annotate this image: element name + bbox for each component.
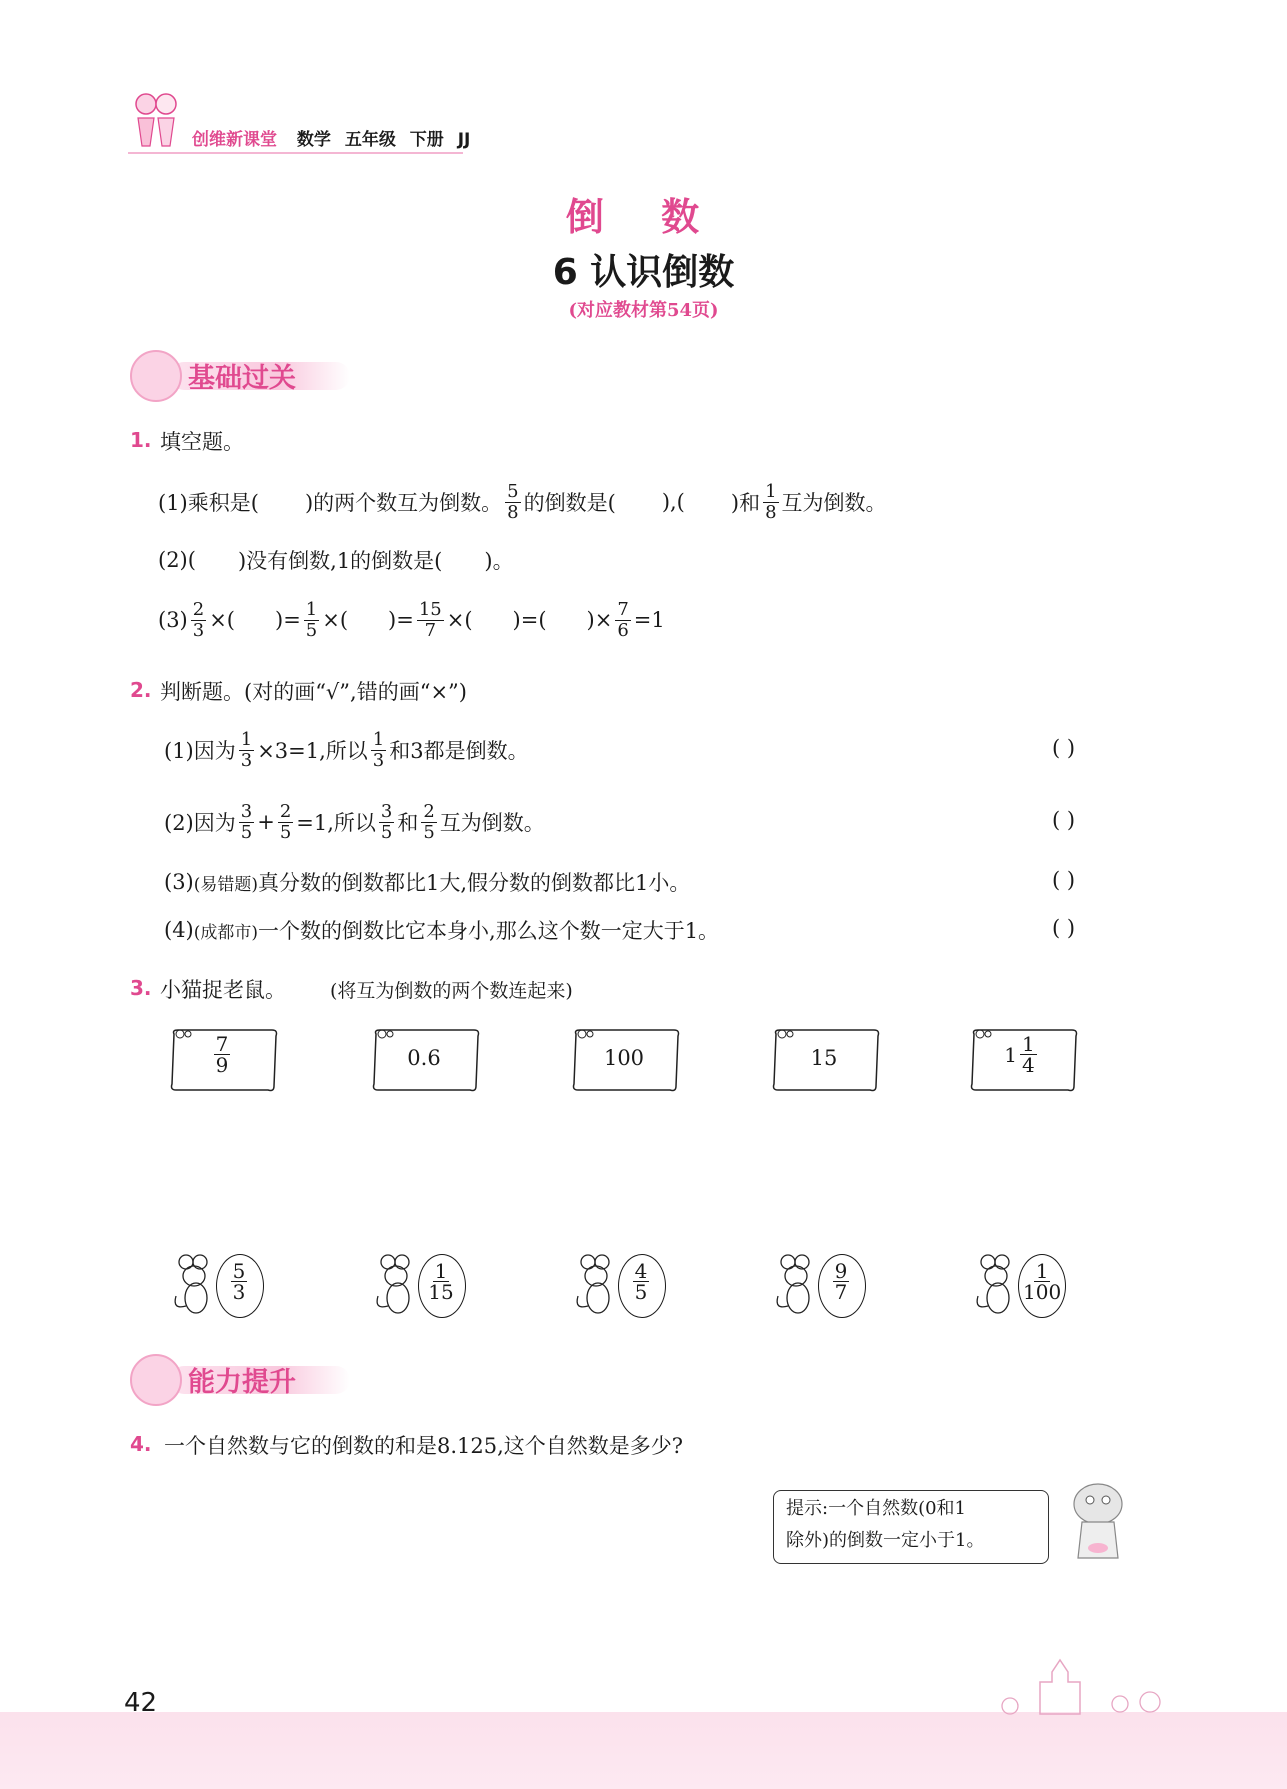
numerator: 3 xyxy=(240,800,253,822)
cat-value-fraction xyxy=(168,1034,276,1075)
fraction-1-3 xyxy=(371,730,386,771)
answer-paren-3[interactable]: ( ) xyxy=(1052,868,1076,892)
numerator: 2 xyxy=(279,800,292,822)
cat-value: 0.6 xyxy=(407,1046,441,1070)
q1-number: 1. xyxy=(130,428,152,452)
fraction-1-3 xyxy=(239,730,254,771)
fraction-1-8 xyxy=(763,482,778,523)
denominator: 7 xyxy=(834,1280,848,1304)
denominator: 15 xyxy=(428,1280,454,1304)
denominator: 5 xyxy=(305,619,318,641)
fraction-15-7 xyxy=(417,600,444,641)
q1-part2 xyxy=(158,544,514,576)
q2-item4 xyxy=(164,914,719,946)
cat-card[interactable] xyxy=(968,1026,1076,1090)
mouse-value xyxy=(818,1261,864,1302)
q1-p2-b: )没有倒数,1的倒数是( xyxy=(237,549,443,573)
q3-note: (将互为倒数的两个数连起来) xyxy=(330,980,573,1002)
q3-title: 小猫捉老鼠。 xyxy=(160,978,286,1002)
q1-p1-d: ),( xyxy=(661,490,685,514)
q2-i2-d: 和 xyxy=(397,811,419,835)
q1-p1-b: )的两个数互为倒数。 xyxy=(304,491,503,515)
q2-i4-tag: (成都市) xyxy=(193,922,259,943)
q2-item2 xyxy=(164,794,545,850)
q2-i3-tag: (易错题) xyxy=(193,874,259,895)
q4-text: 一个自然数与它的倒数的和是8.125,这个自然数是多少? xyxy=(164,1434,684,1458)
wolf-mascot-icon xyxy=(1064,1478,1134,1570)
chapter-title: 倒 数 xyxy=(565,195,722,239)
q1-p1-f: 互为倒数。 xyxy=(781,491,887,515)
mouse-icon xyxy=(572,1250,622,1320)
q1-p3-end: =1 xyxy=(633,608,665,632)
q2-i1-c: 和3都是倒数。 xyxy=(389,739,529,763)
answer-paren-4[interactable]: ( ) xyxy=(1052,916,1076,940)
mouse-item[interactable] xyxy=(772,1250,868,1320)
numerator: 5 xyxy=(507,480,519,502)
numerator: 3 xyxy=(380,800,393,822)
header-grade: 五年级 xyxy=(344,130,396,150)
cat-card[interactable] xyxy=(168,1026,276,1090)
castle-decoration-icon xyxy=(980,1652,1170,1716)
denominator: 9 xyxy=(215,1053,229,1077)
q2-number: 2. xyxy=(130,678,152,702)
denominator: 8 xyxy=(507,501,519,523)
mouse-value xyxy=(418,1261,464,1302)
numerator: 1 xyxy=(434,1259,448,1283)
denominator: 3 xyxy=(372,749,385,771)
mouse-item[interactable] xyxy=(972,1250,1068,1320)
q1-p1-c: 的倒数是( xyxy=(523,491,616,515)
cat-card[interactable] xyxy=(770,1026,878,1090)
denominator: 3 xyxy=(232,1280,246,1304)
answer-paren-1[interactable]: ( ) xyxy=(1052,736,1076,760)
denominator: 3 xyxy=(240,749,253,771)
mouse-value xyxy=(216,1261,262,1302)
q2-item3 xyxy=(164,866,690,898)
header-text xyxy=(192,125,478,150)
q1-title: 填空题。 xyxy=(160,430,244,454)
q2-i4-a: (4) xyxy=(164,918,194,942)
fraction-7-6 xyxy=(615,600,630,641)
q3-number: 3. xyxy=(130,976,152,1000)
footer-band xyxy=(0,1712,1287,1789)
numerator: 2 xyxy=(423,800,435,822)
fraction-3-5 xyxy=(379,802,394,843)
numerator: 9 xyxy=(834,1259,848,1283)
q1-p2-a: (2)( xyxy=(158,548,196,572)
q1-p3-eq2: )= xyxy=(388,608,414,632)
textbook-reference: (对应教材第54页) xyxy=(568,300,719,321)
q1-p3-eq1: )= xyxy=(275,608,301,632)
q1-p3-a: (3) xyxy=(158,608,188,632)
denominator: 6 xyxy=(617,619,629,641)
numerator: 7 xyxy=(617,598,629,620)
whole-part: 1 xyxy=(1004,1042,1017,1067)
cat-value: 100 xyxy=(603,1046,645,1070)
denominator: 4 xyxy=(1022,1053,1035,1077)
fraction-5-8 xyxy=(505,482,520,523)
numerator: 1 xyxy=(372,728,385,750)
q2-i1-b: ×3=1,所以 xyxy=(257,739,368,763)
mouse-item[interactable] xyxy=(372,1250,468,1320)
denominator: 5 xyxy=(240,821,253,843)
girl-icon xyxy=(130,350,182,402)
numerator: 1 xyxy=(1022,1032,1035,1056)
section-banner-advanced xyxy=(130,1352,360,1404)
q2-i1-a: (1)因为 xyxy=(164,739,236,763)
fraction-2-3 xyxy=(191,600,206,641)
numerator: 7 xyxy=(215,1032,229,1056)
q2-i3-a: (3) xyxy=(164,870,194,894)
q1-p3-times3: ×( xyxy=(446,608,473,632)
denominator: 5 xyxy=(279,821,292,843)
q1-p3-times1: ×( xyxy=(209,608,235,632)
numerator: 2 xyxy=(192,598,205,620)
hint-box xyxy=(773,1490,1049,1564)
denominator: 3 xyxy=(192,619,205,641)
cat-card[interactable] xyxy=(370,1026,478,1090)
fraction-2-5 xyxy=(421,802,436,843)
numerator: 1 xyxy=(765,480,777,502)
q1-part1 xyxy=(158,474,887,530)
mouse-value xyxy=(1018,1261,1064,1302)
q4-number: 4. xyxy=(130,1432,152,1456)
mouse-value xyxy=(618,1261,664,1302)
q2-i3-b: 真分数的倒数都比1大,假分数的倒数都比1小。 xyxy=(258,871,691,895)
numerator: 4 xyxy=(634,1259,648,1283)
q2-item1 xyxy=(164,722,529,778)
q1-p3-times2: ×( xyxy=(322,608,349,632)
q2-i2-e: 互为倒数。 xyxy=(439,811,545,835)
section-banner-basic xyxy=(130,348,360,400)
header-edition: JJ xyxy=(457,130,471,150)
header-brand: 创维新课堂 xyxy=(192,130,277,150)
numerator: 1 xyxy=(240,728,253,750)
answer-paren-2[interactable]: ( ) xyxy=(1052,808,1076,832)
mouse-icon xyxy=(972,1250,1022,1320)
q1-p1-e: )和 xyxy=(730,491,761,515)
mouse-icon xyxy=(170,1250,220,1320)
page-number: 42 xyxy=(124,1688,158,1718)
q1-part3 xyxy=(158,592,665,648)
mouse-item[interactable] xyxy=(572,1250,668,1320)
lesson-title: 6 认识倒数 xyxy=(552,252,735,293)
header-divider xyxy=(128,152,463,154)
fraction-1-5 xyxy=(304,600,319,641)
q2-i2-a: (2)因为 xyxy=(164,811,236,835)
header-volume: 下册 xyxy=(409,130,444,150)
numerator: 15 xyxy=(418,598,442,620)
denominator: 5 xyxy=(423,821,435,843)
section-title-basic: 基础过关 xyxy=(188,363,296,394)
denominator: 7 xyxy=(424,619,437,641)
fraction-2-5 xyxy=(278,802,293,843)
q2-i2-c: =1,所以 xyxy=(296,811,376,835)
header-subject: 数学 xyxy=(296,130,331,150)
hint-line-1: 提示:一个自然数(0和1 xyxy=(786,1498,966,1519)
denominator: 5 xyxy=(634,1280,648,1304)
numerator: 5 xyxy=(232,1259,246,1283)
q2-i4-b: 一个数的倒数比它本身小,那么这个数一定大于1。 xyxy=(258,919,720,943)
denominator: 8 xyxy=(765,501,777,523)
denominator: 100 xyxy=(1023,1280,1062,1304)
boy-icon xyxy=(130,1354,182,1406)
q1-p3-eq3: )=( xyxy=(512,608,547,632)
header-logo-illustration xyxy=(128,88,184,150)
q2-i2-b: + xyxy=(257,810,275,834)
cat-card[interactable] xyxy=(570,1026,678,1090)
q1-p1-a: (1)乘积是( xyxy=(158,491,259,515)
cat-value-mixed xyxy=(968,1034,1076,1075)
denominator: 5 xyxy=(380,821,393,843)
numerator: 1 xyxy=(1035,1259,1049,1283)
numerator: 1 xyxy=(305,598,318,620)
q1-p3-b: )× xyxy=(586,608,613,632)
q1-p2-c: )。 xyxy=(484,549,514,573)
fraction-3-5 xyxy=(239,802,254,843)
cat-value: 15 xyxy=(810,1046,838,1070)
mouse-item[interactable] xyxy=(170,1250,266,1320)
q2-title: 判断题。(对的画“√”,错的画“×”) xyxy=(160,680,467,704)
section-title-advanced: 能力提升 xyxy=(188,1367,296,1398)
mouse-icon xyxy=(372,1250,422,1320)
mouse-icon xyxy=(772,1250,822,1320)
hint-line-2: 除外)的倒数一定小于1。 xyxy=(786,1530,985,1551)
